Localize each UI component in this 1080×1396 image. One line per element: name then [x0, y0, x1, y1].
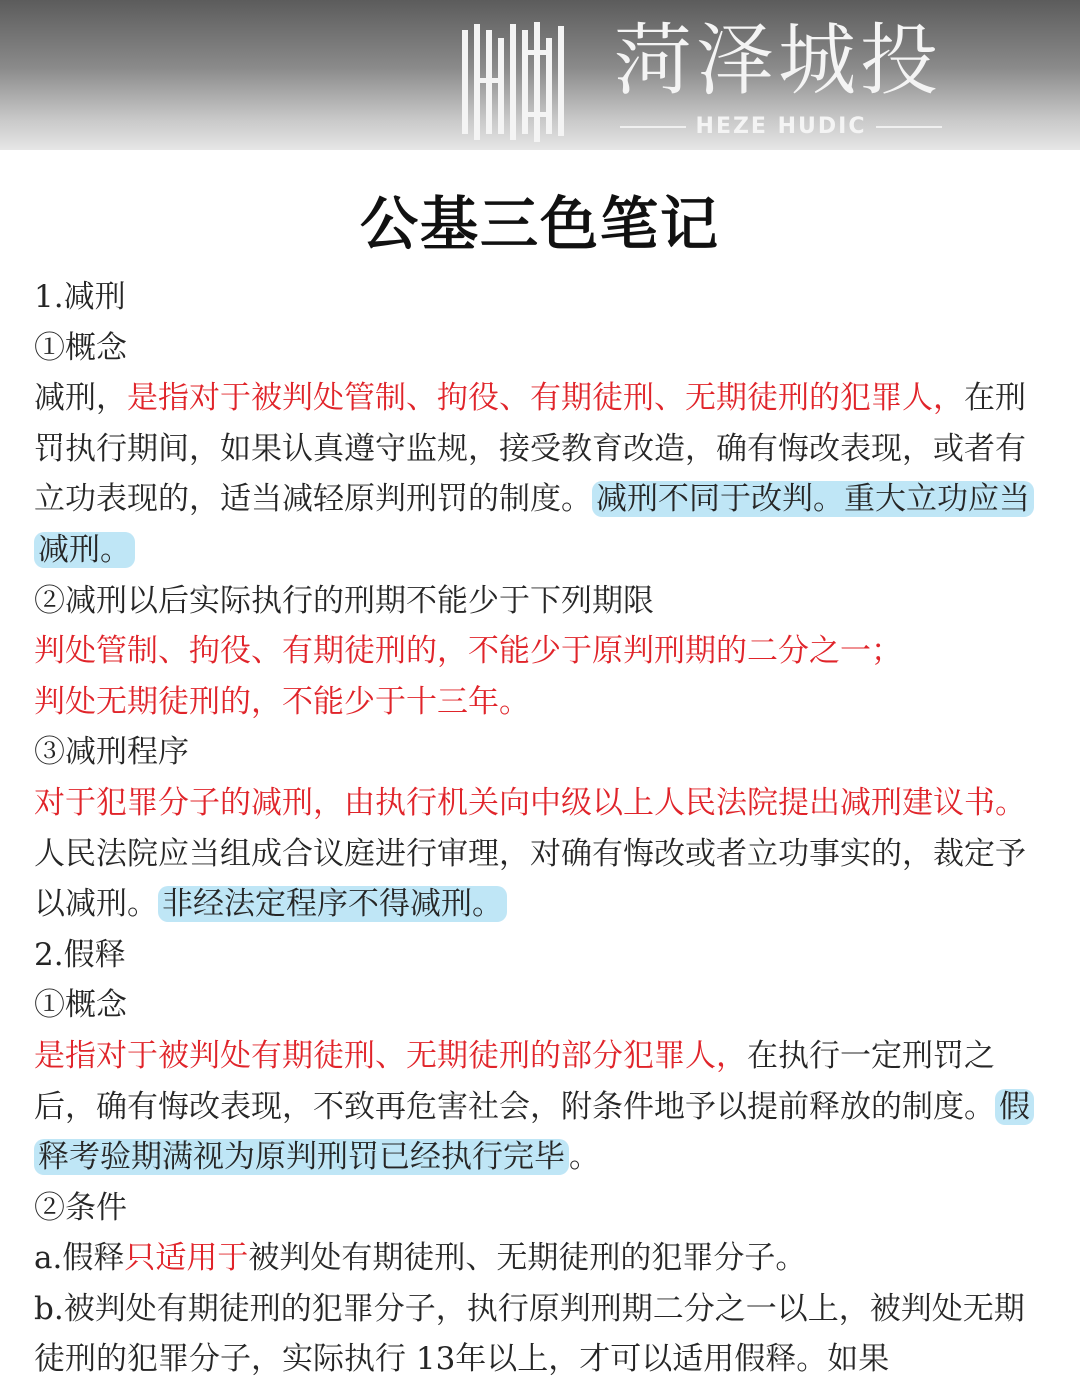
procedure-paragraph	[34, 778, 1050, 930]
red-key-point: 是指对于被判处有期徒刑、无期徒刑的部分犯罪人，	[34, 1037, 747, 1074]
blue-highlight: 假释考验期满视为原判刑罚已经执行完毕	[34, 1089, 1034, 1176]
blue-highlight: 非经法定程序不得减刑。	[158, 886, 507, 922]
condition-a-lead: a.假释	[34, 1240, 125, 1277]
company-logo-icon	[460, 20, 566, 146]
subheading-conditions: ②条件	[34, 1189, 127, 1226]
page-title: 公基三色笔记	[359, 190, 720, 258]
section-heading-commutation: 1.减刑	[34, 279, 126, 315]
procedure-text: 人民法院应当组成合议庭进行审理，对确有悔改或者立功事实的，裁定予以减刑。	[34, 835, 1026, 923]
condition-a-text: 被判处有期徒刑、无期徒刑的犯罪分子。	[248, 1240, 807, 1277]
brand-name-english-text: HEZE HUDIC	[695, 114, 867, 139]
definition-text: 在刑罚执行期间，如果认真遵守监规，接受教育改造，确有悔改表现，或者有立功表现的，适当减轻原判刑罚的制度。	[34, 380, 1026, 518]
notes-content	[34, 272, 1050, 1385]
subheading-minimum-term: ②减刑以后实际执行的刑期不能少于下列期限	[34, 582, 654, 619]
subheading-concept: ①概念	[34, 329, 127, 366]
sentence-end: 。	[569, 1139, 600, 1176]
condition-b: b.被判处有期徒刑的犯罪分子，执行原判刑期二分之一以上，被判处无期徒刑的犯罪分子，实际执行 13年以上，才可以适用假释。如果	[34, 1290, 1025, 1378]
red-key-point-term-limit-2: 判处无期徒刑的，不能少于十三年。	[34, 683, 530, 720]
definition-text: 在执行一定刑罚之后，确有悔改表现，不致再危害社会，附条件地予以提前释放的制度。	[34, 1037, 995, 1125]
brand-name-english	[620, 116, 942, 138]
brand-name-chinese: 菏泽城投	[614, 16, 943, 106]
blue-highlight: 减刑不同于改判。重大立功应当减刑。	[34, 481, 1034, 568]
red-key-point: 对于犯罪分子的减刑，由执行机关向中级以上人民法院提出减刑建议书。	[34, 784, 1026, 821]
red-key-point-term-limit-1: 判处管制、拘役、有期徒刑的，不能少于原判刑期的二分之一；	[34, 633, 902, 670]
parole-definition-paragraph	[34, 1031, 1050, 1183]
condition-a	[34, 1233, 1050, 1284]
subheading-concept: ①概念	[34, 987, 127, 1024]
red-key-point: 只适用于	[124, 1240, 249, 1277]
subheading-procedure: ③减刑程序	[34, 734, 189, 771]
header-banner	[0, 0, 1080, 150]
brand-divider-right	[876, 126, 942, 128]
brand-divider-left	[620, 126, 686, 128]
red-key-point: 是指对于被判处管制、拘役、有期徒刑、无期徒刑的犯罪人，	[127, 380, 964, 417]
commutation-definition-paragraph	[34, 373, 1050, 575]
section-heading-parole: 2.假释	[34, 936, 126, 973]
definition-lead: 减刑，	[34, 380, 127, 417]
